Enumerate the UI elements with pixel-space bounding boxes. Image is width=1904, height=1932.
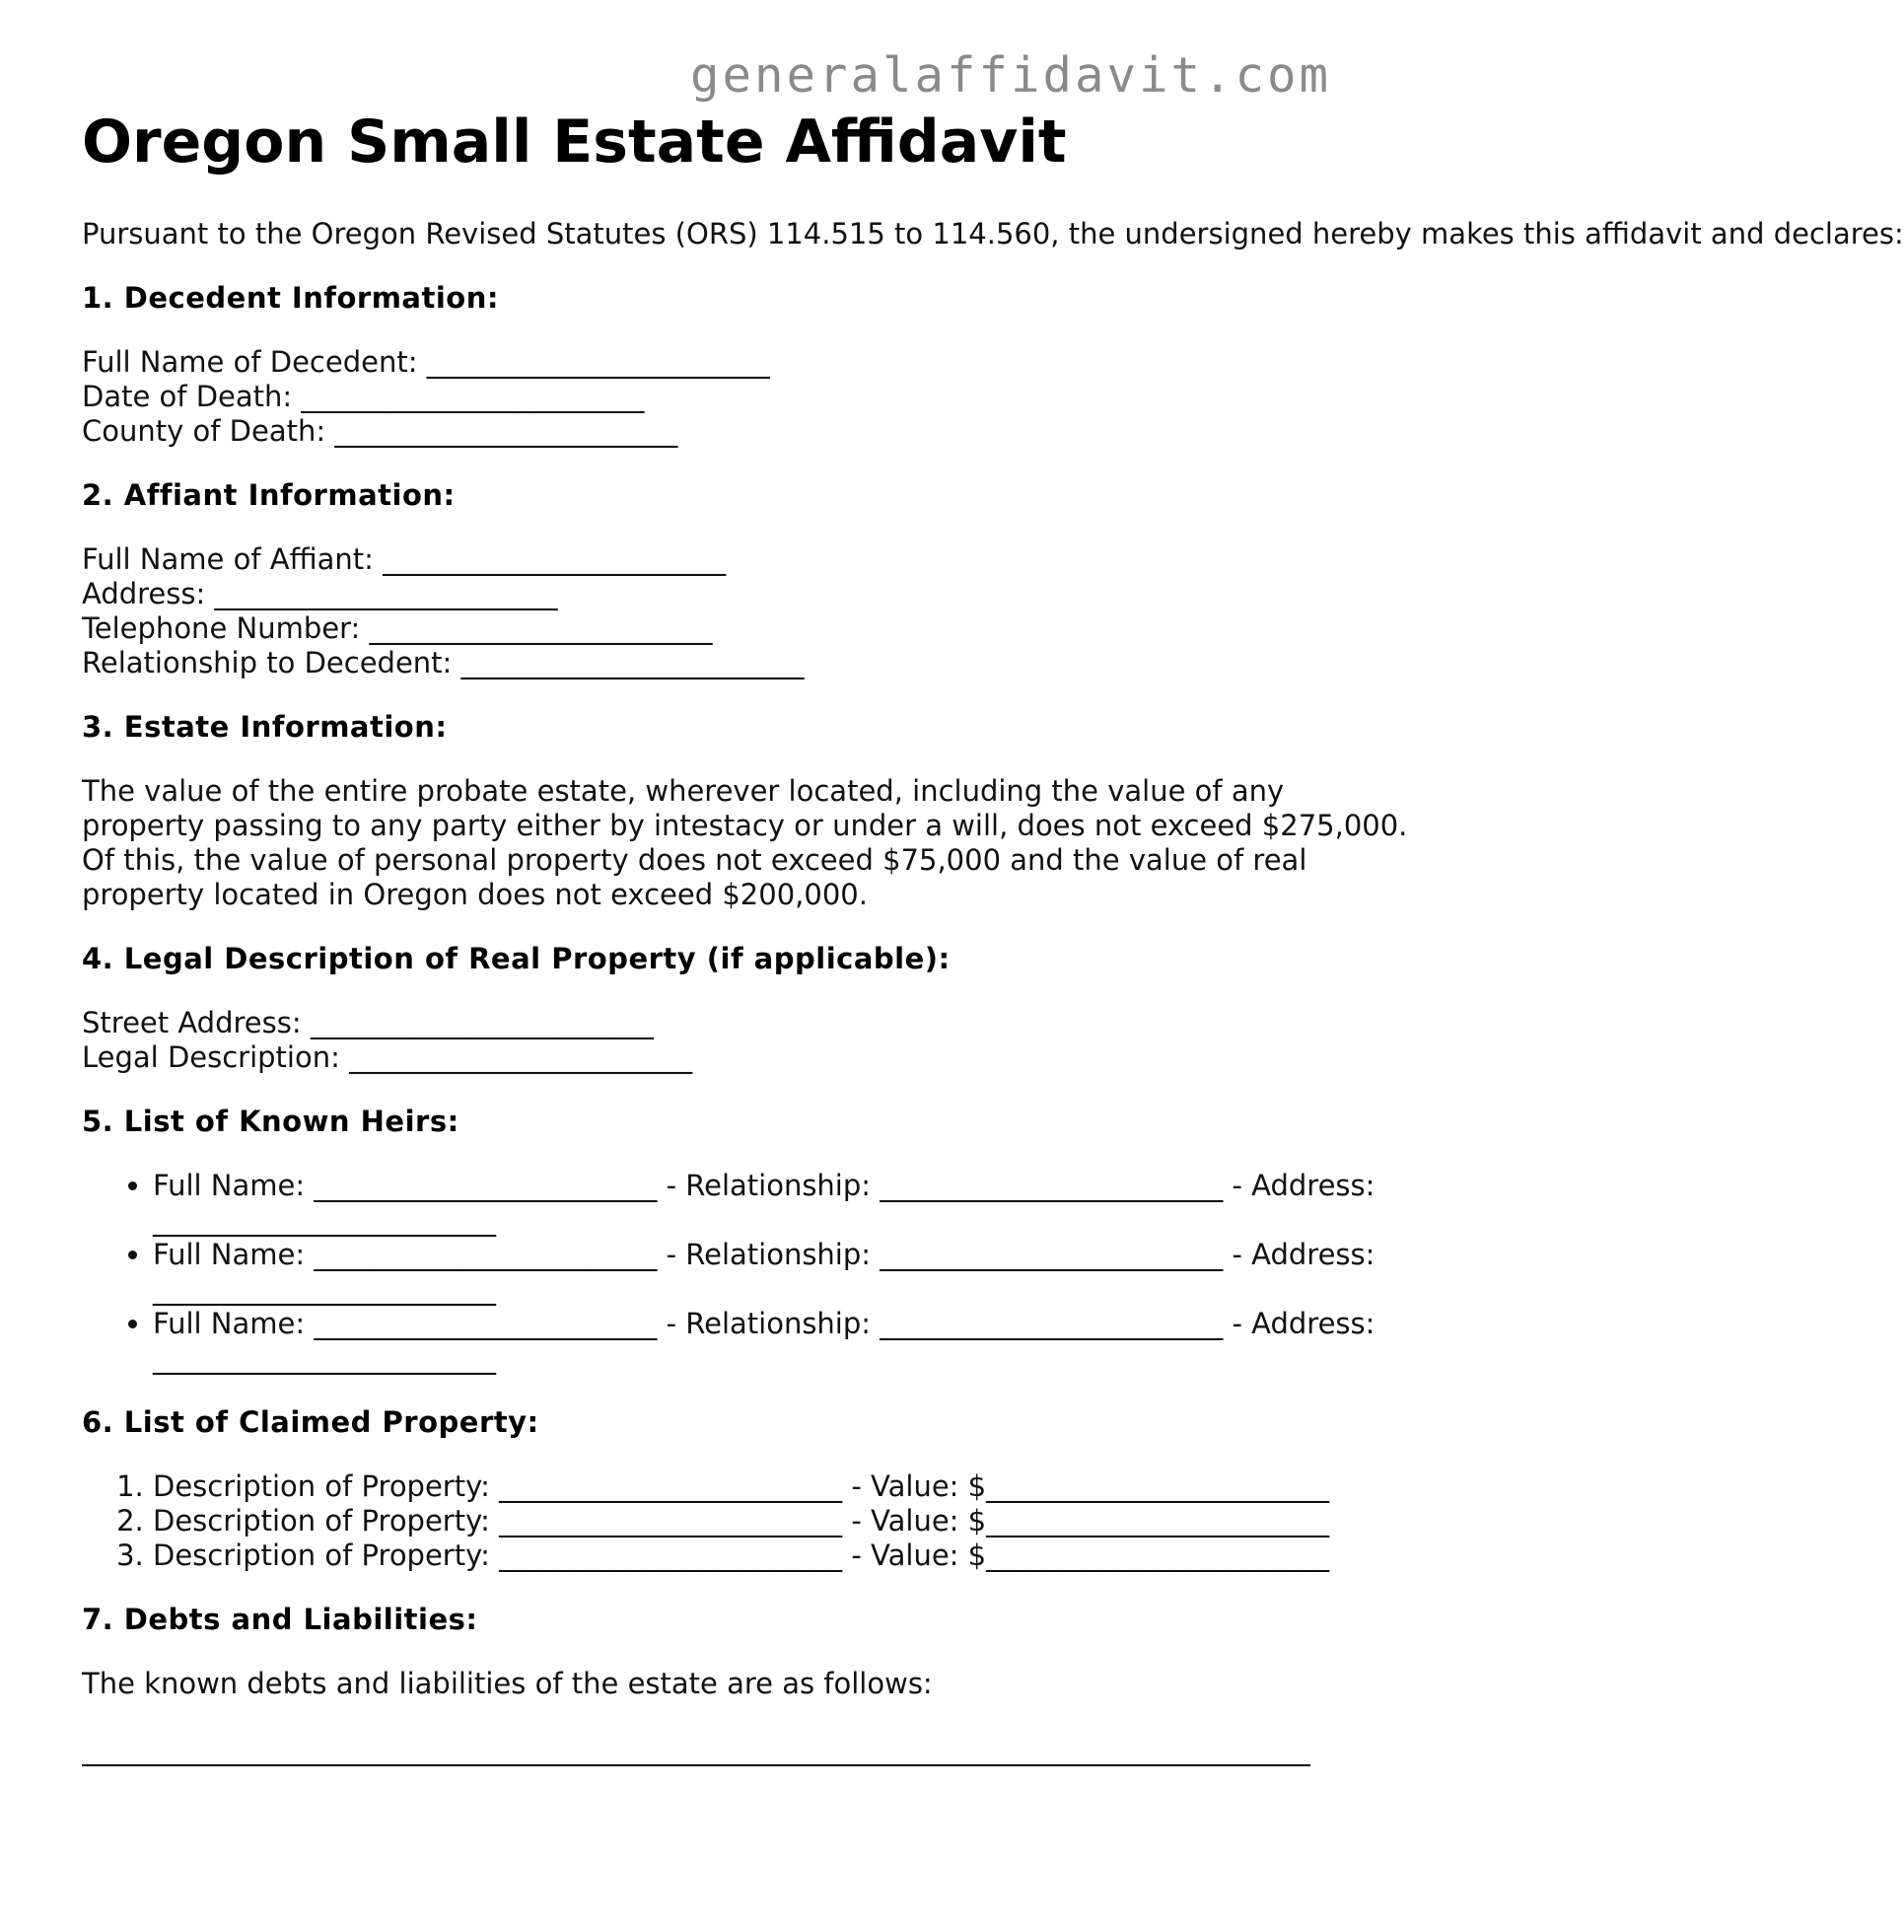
field-date-of-death[interactable]: Date of Death: ________________________ bbox=[82, 380, 645, 413]
field-affiant-name[interactable]: Full Name of Affiant: ________________________ bbox=[82, 542, 727, 576]
list-item[interactable]: • Full Name: ________________________ - Relationship: ________________________ - Address: ________________________ bbox=[153, 1238, 1375, 1307]
claimed-property-list bbox=[82, 1469, 1423, 1573]
field-affiant-address[interactable]: Address: ________________________ bbox=[82, 577, 558, 610]
list-item[interactable]: 2. Description of Property: ________________________ - Value: $________________________ bbox=[153, 1504, 1423, 1538]
watermark: generalaffidavit.com bbox=[690, 47, 1332, 104]
section-heading-estate: 3. Estate Information: bbox=[82, 710, 448, 744]
section-heading-claimed-property: 6. List of Claimed Property: bbox=[82, 1405, 539, 1439]
field-street-address[interactable]: Street Address: ________________________ bbox=[82, 1006, 654, 1039]
list-item[interactable]: • Full Name: ________________________ - Relationship: ________________________ - Address: ________________________ bbox=[153, 1169, 1375, 1238]
field-county-of-death[interactable]: County of Death: ________________________ bbox=[82, 414, 678, 448]
field-legal-description[interactable]: Legal Description: ________________________ bbox=[82, 1040, 693, 1074]
section-heading-heirs: 5. List of Known Heirs: bbox=[82, 1105, 459, 1138]
list-item[interactable]: 3. Description of Property: ________________________ - Value: $________________________ bbox=[153, 1538, 1423, 1573]
list-item[interactable]: • Full Name: ________________________ - Relationship: ________________________ - Address: ________________________ bbox=[153, 1307, 1375, 1376]
debts-blank-line[interactable] bbox=[82, 1731, 1310, 1766]
intro-paragraph: Pursuant to the Oregon Revised Statutes (ORS) 114.515 to 114.560, the undersigned hereby makes this affidavit and declares: bbox=[82, 217, 1904, 250]
section-heading-real-property: 4. Legal Description of Real Property (if applicable): bbox=[82, 942, 951, 975]
decedent-fields bbox=[82, 345, 1423, 449]
page-title: Oregon Small Estate Affidavit bbox=[82, 107, 1067, 177]
heirs-list bbox=[82, 1169, 1423, 1376]
field-decedent-name[interactable]: Full Name of Decedent: ________________________ bbox=[82, 345, 770, 379]
debts-paragraph: The known debts and liabilities of the estate are as follows: bbox=[82, 1667, 933, 1700]
affiant-fields bbox=[82, 542, 1423, 680]
field-affiant-relationship[interactable]: Relationship to Decedent: ________________________ bbox=[82, 646, 805, 680]
section-heading-affiant: 2. Affiant Information: bbox=[82, 478, 456, 512]
real-property-fields bbox=[82, 1006, 1423, 1075]
list-item[interactable]: 1. Description of Property: ________________________ - Value: $________________________ bbox=[153, 1469, 1423, 1504]
document-page bbox=[82, 103, 1904, 1766]
field-affiant-telephone[interactable]: Telephone Number: ________________________ bbox=[82, 611, 713, 645]
section-heading-decedent: 1. Decedent Information: bbox=[82, 281, 499, 315]
estate-paragraph: The value of the entire probate estate, wherever located, including the value of any property passing to any party either by intestacy or under a will, does not exceed $275,000. Of this, the value of personal property does not exceed $75,000 and the value of real property located in Oregon does not exceed $200,000. bbox=[82, 774, 1408, 911]
section-heading-debts: 7. Debts and Liabilities: bbox=[82, 1603, 478, 1636]
